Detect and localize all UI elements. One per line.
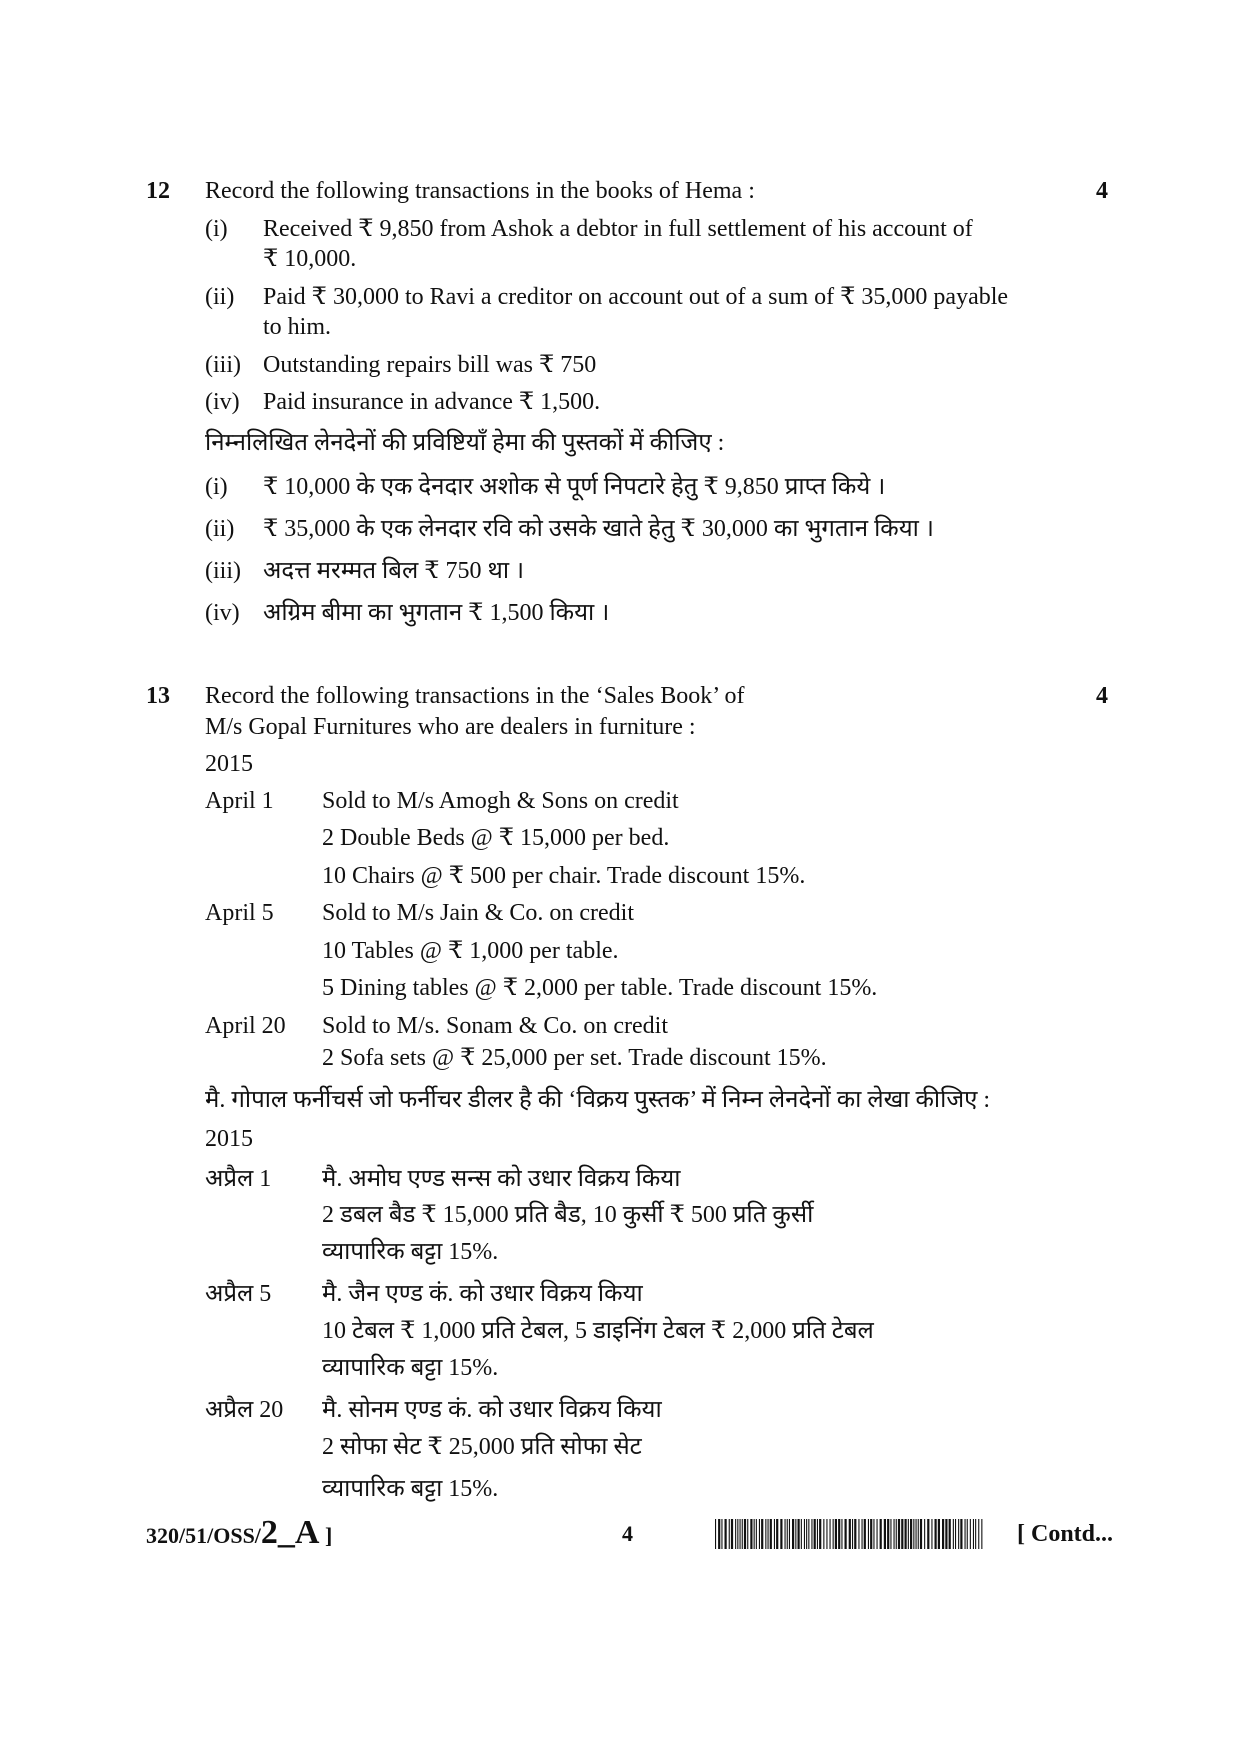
q13-hi-entry-line: व्यापारिक बट्टा 15%. (322, 1355, 499, 1381)
q13-intro-hi: मै. गोपाल फर्नीचर्स जो फर्नीचर डीलर है की ‘विक्रय पुस्तक’ में निम्न लेनदेनों का लेखा कीजिए : (205, 1087, 991, 1113)
q12-hi-item-text: ₹ 35,000 के एक लेनदार रवि को उसके खाते हेतु ₹ 30,000 का भुगतान किया । (263, 516, 934, 542)
q12-intro-en: Record the following transactions in the books of Hema : (205, 178, 755, 204)
q12-hi-item-label: (iv) (205, 600, 240, 626)
q13-hi-entry-line: व्यापारिक बट्टा 15%. (322, 1476, 499, 1502)
q13-hi-entry-line: 2 डबल बैड ₹ 15,000 प्रति बैड, 10 कुर्सी ₹ 500 प्रति कुर्सी (322, 1202, 814, 1228)
q13-en-entry-date: April 20 (205, 1013, 286, 1039)
q13-en-entry-line: Sold to M/s Jain & Co. on credit (322, 900, 634, 926)
q12-en-item-line: ₹ 10,000. (263, 246, 357, 272)
q13-en-entry-line: 2 Double Beds @ ₹ 15,000 per bed. (322, 825, 670, 851)
q12-intro-hi: निम्नलिखित लेनदेनों की प्रविष्टियाँ हेमा की पुस्तकों में कीजिए : (205, 430, 725, 456)
q12-en-item-line: Outstanding repairs bill was ₹ 750 (263, 352, 597, 378)
barcode-icon (715, 1519, 985, 1549)
q12-en-item-line: Paid ₹ 30,000 to Ravi a creditor on account out of a sum of ₹ 35,000 payable (263, 284, 1009, 310)
q12-hi-item-text: अग्रिम बीमा का भुगतान ₹ 1,500 किया । (263, 600, 610, 626)
q13-en-entry-date: April 1 (205, 788, 274, 814)
q13-hi-entry-line: मै. अमोघ एण्ड सन्स को उधार विक्रय किया (322, 1166, 681, 1192)
q13-hi-entry-date: अप्रैल 1 (205, 1166, 272, 1192)
q12-en-item-label: (iii) (205, 352, 241, 378)
q13-en-entry-line: 5 Dining tables @ ₹ 2,000 per table. Trade discount 15%. (322, 975, 878, 1001)
q12-hi-item-label: (iii) (205, 558, 241, 584)
q13-en-entry-line: Sold to M/s Amogh & Sons on credit (322, 788, 679, 814)
q13-intro-en-line: Record the following transactions in the ‘Sales Book’ of (205, 683, 745, 709)
q13-en-entry-date: April 5 (205, 900, 274, 926)
q12-hi-item-label: (i) (205, 474, 228, 500)
q13-year-en: 2015 (205, 751, 253, 777)
q12-en-item-label: (iv) (205, 389, 240, 415)
q13-en-entry-line: 2 Sofa sets @ ₹ 25,000 per set. Trade discount 15%. (322, 1045, 827, 1071)
page-number: 4 (622, 1521, 633, 1546)
q13-hi-entry-line: मै. सोनम एण्ड कं. को उधार विक्रय किया (322, 1397, 662, 1423)
q12-hi-item-text: ₹ 10,000 के एक देनदार अशोक से पूर्ण निपटारे हेतु ₹ 9,850 प्राप्त किये । (263, 474, 886, 500)
q13-hi-entry-date: अप्रैल 5 (205, 1281, 272, 1307)
q13-hi-entry-line: 2 सोफा सेट ₹ 25,000 प्रति सोफा सेट (322, 1434, 642, 1460)
continued-label: [ Contd... (1017, 1521, 1114, 1547)
q12-hi-item-label: (ii) (205, 516, 235, 542)
q13-hi-entry-line: व्यापारिक बट्टा 15%. (322, 1239, 499, 1265)
paper-code-prefix: 320/51/OSS/ (146, 1523, 261, 1548)
q13-en-entry-line: Sold to M/s. Sonam & Co. on credit (322, 1013, 669, 1039)
q13-year-hi: 2015 (205, 1126, 253, 1152)
q13-en-entry-line: 10 Chairs @ ₹ 500 per chair. Trade discount 15%. (322, 863, 806, 889)
paper-code-set: 2_A (260, 1514, 320, 1551)
q12-en-item-line: to him. (263, 314, 332, 340)
q12-hi-item-text: अदत्त मरम्मत बिल ₹ 750 था । (263, 558, 525, 584)
q13-marks: 4 (1096, 683, 1108, 709)
q12-en-item-label: (ii) (205, 284, 235, 310)
paper-code-suffix: ] (319, 1523, 333, 1548)
q12-marks: 4 (1096, 178, 1108, 204)
q13-hi-entry-line: मै. जैन एण्ड कं. को उधार विक्रय किया (322, 1281, 643, 1307)
paper-code (146, 1516, 332, 1553)
q13-hi-entry-line: 10 टेबल ₹ 1,000 प्रति टेबल, 5 डाइनिंग टेबल ₹ 2,000 प्रति टेबल (322, 1318, 874, 1344)
q12-en-item-line: Paid insurance in advance ₹ 1,500. (263, 389, 601, 415)
q13-number: 13 (146, 683, 170, 709)
q13-hi-entry-date: अप्रैल 20 (205, 1397, 284, 1423)
q13-en-entry-line: 10 Tables @ ₹ 1,000 per table. (322, 938, 619, 964)
q12-en-item-line: Received ₹ 9,850 from Ashok a debtor in full settlement of his account of (263, 216, 973, 242)
q12-number: 12 (146, 178, 170, 204)
q13-intro-en-line: M/s Gopal Furnitures who are dealers in furniture : (205, 714, 696, 740)
q12-en-item-label: (i) (205, 216, 228, 242)
